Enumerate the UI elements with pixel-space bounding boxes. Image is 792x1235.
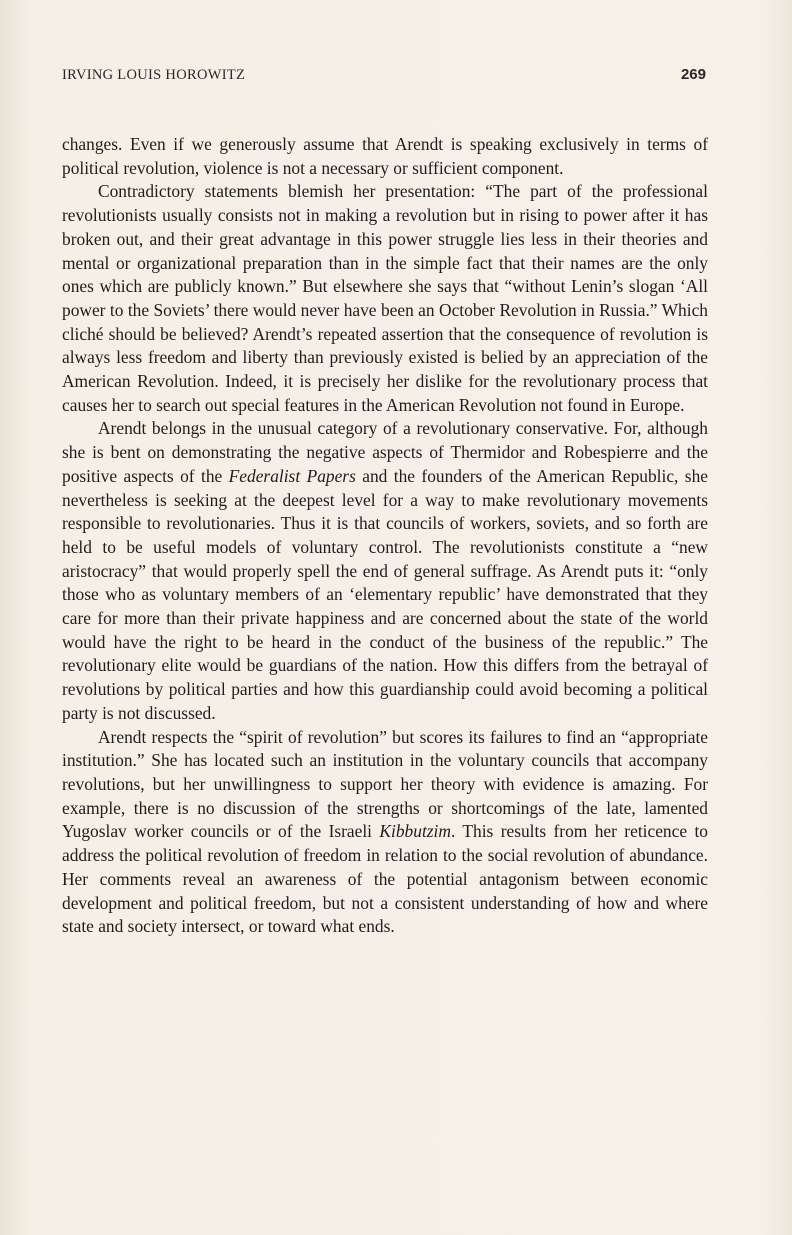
text-run: Arendt belongs in the unusual category of a revolutionary conservative. For, although she is bent on demonstrating the negative aspects of Thermidor and Robespierre and the positive aspects of the (62, 418, 708, 486)
paragraph (62, 417, 708, 725)
text-run: and the founders of the American Republic, she nevertheless is seeking at the deepest level for a way to make revolutionary movements responsible to revolutionaries. Thus it is that councils of workers, soviets, and so forth are held to be useful models of voluntary control. The revolutionists constitute a “new aristocracy” that would properly spell the end of general suffrage. As Arendt puts it: “only those who as voluntary members of an ‘elementary republic’ have demonstrated that they care for more than their private happiness and are concerned about the state of the world would have the right to be heard in the conduct of the business of the republic.” The revolutionary elite would be guardians of the nation. How this differs from the betrayal of revolutions by political parties and how this guardianship could avoid becoming a political party is not discussed. (62, 465, 708, 723)
running-head (62, 66, 706, 88)
italic-title: Kibbutzim (379, 821, 451, 842)
text-run: . This results from her reticence to address the political revolution of freedom in relation to the social revolution of abundance. Her comments reveal an awareness of the potential antagonism between economic development and political freedom, but not a consistent understanding of how and where state and society intersect, or toward what ends. (62, 821, 708, 937)
paragraph (62, 180, 708, 417)
body-text (62, 133, 708, 939)
page-number: 269 (680, 66, 706, 83)
paragraph (62, 726, 708, 939)
text-run: changes. Even if we generously assume that Arendt is speaking exclusively in terms of political revolution, violence is not a necessary or sufficient component. (62, 134, 708, 178)
running-head-author: IRVING LOUIS HOROWITZ (62, 67, 246, 83)
text-run: Contradictory statements blemish her presentation: “The part of the professional revolutionists usually consists not in making a revolution but in rising to power after it has broken out, and their great advantage in this power struggle lies less in their theories and mental or organizational preparation than in the simple fact that their names are the only ones which are publicly known.” But elsewhere she says that “without Lenin’s slogan ‘All power to the Soviets’ there would never have been an October Revolution in Russia.” Which cliché should be believed? Arendt’s repeated assertion that the consequence of revolution is always less freedom and liberty than previously existed is belied by an appreciation of the American Revolution. Indeed, it is precisely her dislike for the revolutionary process that causes her to search out special features in the American Revolution not found in Europe. (62, 181, 708, 415)
italic-title: Federalist Papers (228, 465, 356, 486)
text-run: Arendt respects the “spirit of revolution” but scores its failures to find an “appropriate institution.” She has located such an institution in the voluntary councils that accompany revolutions, but her unwillingness to support her theory with evidence is amazing. For example, there is no discussion of the strengths or shortcomings of the late, lamented Yugoslav worker councils or of the Israeli (62, 726, 708, 842)
paragraph (62, 133, 708, 180)
